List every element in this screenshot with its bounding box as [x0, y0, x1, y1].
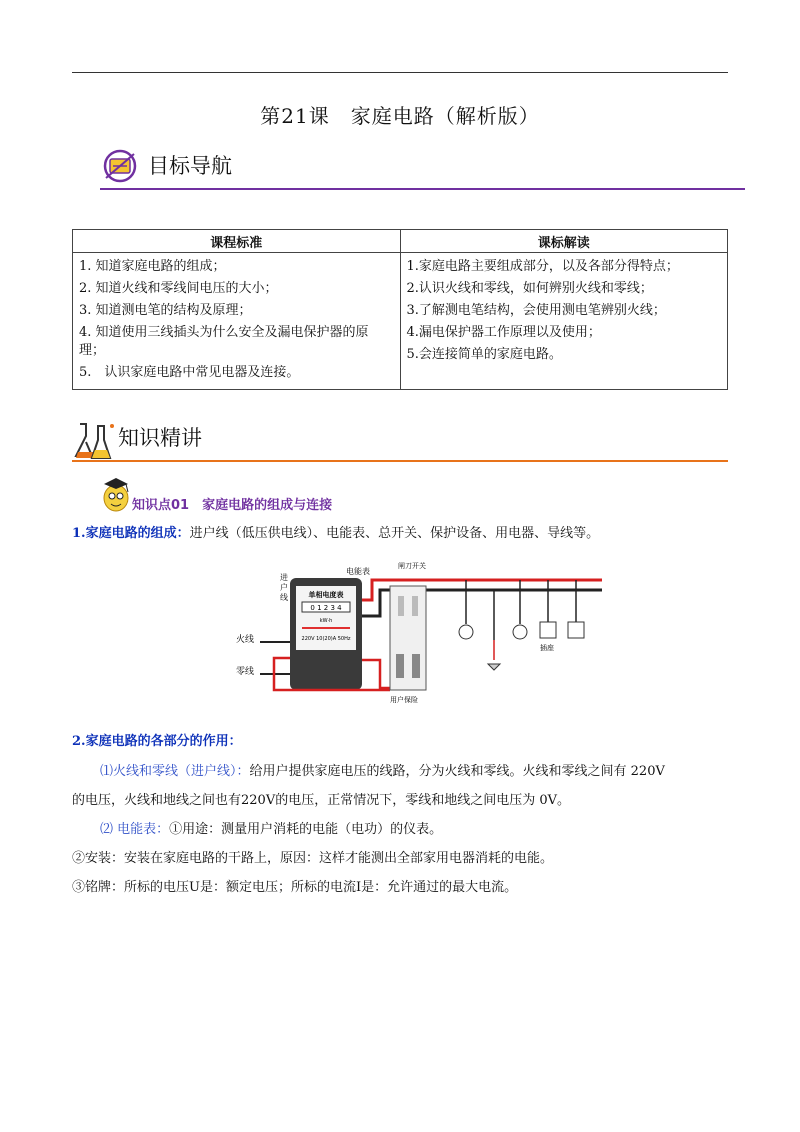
- page-title: 第21课 家庭电路（解析版）: [260, 104, 540, 128]
- paragraph-lead: 1.家庭电路的组成：: [72, 526, 190, 541]
- list-item: 1.家庭电路主要组成部分，以及各部分得特点；: [406, 259, 679, 274]
- knife-switch: [390, 586, 426, 690]
- section-title-knowledge: 知识精讲: [118, 426, 202, 450]
- paragraph-text: ②安装：安装在家庭电路的干路上，原因：这样才能测出全部家用电器消耗的电能。: [72, 851, 554, 866]
- paragraph-lead: ⑴火线和零线（进户线）：: [100, 764, 250, 779]
- list-item: 5. 认识家庭电路中常见电器及连接。: [79, 365, 300, 380]
- paragraph-text: ③铭牌：所标的电压U是：额定电压；所标的电流I是：允许通过的最大电流。: [72, 880, 518, 895]
- list-item: 2. 知道火线和零线间电压的大小；: [79, 281, 278, 296]
- paragraph-live-neutral-cont: [72, 791, 732, 811]
- meter-digits: 0 1 2 3 4: [310, 604, 342, 612]
- navigation-icon: [100, 146, 144, 190]
- section-rule: [100, 188, 745, 190]
- section-header-knowledge: [72, 420, 728, 460]
- neutral-wire-label: 零线: [236, 667, 255, 677]
- incoming-wire-label: 进户线: [280, 573, 288, 602]
- meter-label: 电能表: [346, 567, 370, 576]
- paragraph-functions-heading: [72, 732, 732, 752]
- switch-label: 闸刀开关: [398, 562, 426, 570]
- pendant-lamp: [488, 664, 500, 670]
- meter-unit: kW·h: [319, 618, 333, 624]
- paragraph-lead: 2.家庭电路的各部分的作用：: [72, 734, 242, 749]
- section-rule: [72, 460, 728, 462]
- household-circuit-diagram: [230, 560, 602, 710]
- mascot-icon: [100, 474, 134, 514]
- lamp-holder: [459, 625, 473, 639]
- paragraph-text: 给用户提供家庭电压的线路，分为火线和零线。火线和零线之间有 220V: [249, 764, 665, 779]
- socket: [540, 622, 556, 638]
- knowledge-point-title: 知识点01 家庭电路的组成与连接: [132, 498, 333, 513]
- paragraph-live-neutral: [72, 762, 732, 782]
- paragraph-meter-nameplate: [72, 878, 732, 898]
- table-cell-interpretation: [400, 253, 728, 390]
- paragraph-meter-install: [72, 849, 732, 869]
- list-item: 4.漏电保护器工作原理以及使用；: [406, 325, 601, 340]
- standards-table: [72, 229, 728, 390]
- list-item: 3.了解测电笔结构，会使用测电笔辨别火线；: [406, 303, 666, 318]
- list-item: 5.会连接简单的家庭电路。: [406, 347, 562, 362]
- meter-rating: 220V 10(20)A 50Hz: [301, 636, 351, 642]
- list-item: 1. 知道家庭电路的组成；: [79, 259, 226, 274]
- flask-icon: [72, 418, 118, 462]
- meter-title: 单相电度表: [308, 591, 344, 599]
- table-header: 课程标准: [73, 230, 401, 253]
- section-header-goals: [100, 148, 745, 188]
- header-rule: [72, 72, 728, 73]
- paragraph-lead: ⑵ 电能表：: [100, 822, 170, 837]
- fuse-label: 用户保险: [390, 696, 418, 704]
- table-cell-standards: [73, 253, 401, 390]
- paragraph-text: 的电压，火线和地线之间也有220V的电压，正常情况下，零线和地线之间电压为 0V。: [72, 793, 570, 808]
- lamp-holder: [513, 625, 527, 639]
- paragraph-meter-use: [72, 820, 732, 840]
- paragraph-composition: [72, 524, 732, 544]
- section-title-goals: 目标导航: [148, 154, 232, 178]
- paragraph-text: ①用途：测量用户消耗的电能（电功）的仪表。: [169, 822, 443, 837]
- paragraph-text: 进户线（低压供电线）、电能表、总开关、保护设备、用电器、导线等。: [189, 526, 600, 541]
- socket-label: 插座: [540, 644, 554, 652]
- list-item: 3. 知道测电笔的结构及原理；: [79, 303, 252, 318]
- list-item: 4. 知道使用三线插头为什么安全及漏电保护器的原理；: [79, 325, 369, 358]
- live-wire-label: 火线: [236, 635, 255, 645]
- list-item: 2.认识火线和零线，如何辨别火线和零线；: [406, 281, 653, 296]
- table-header: 课标解读: [400, 230, 728, 253]
- socket: [568, 622, 584, 638]
